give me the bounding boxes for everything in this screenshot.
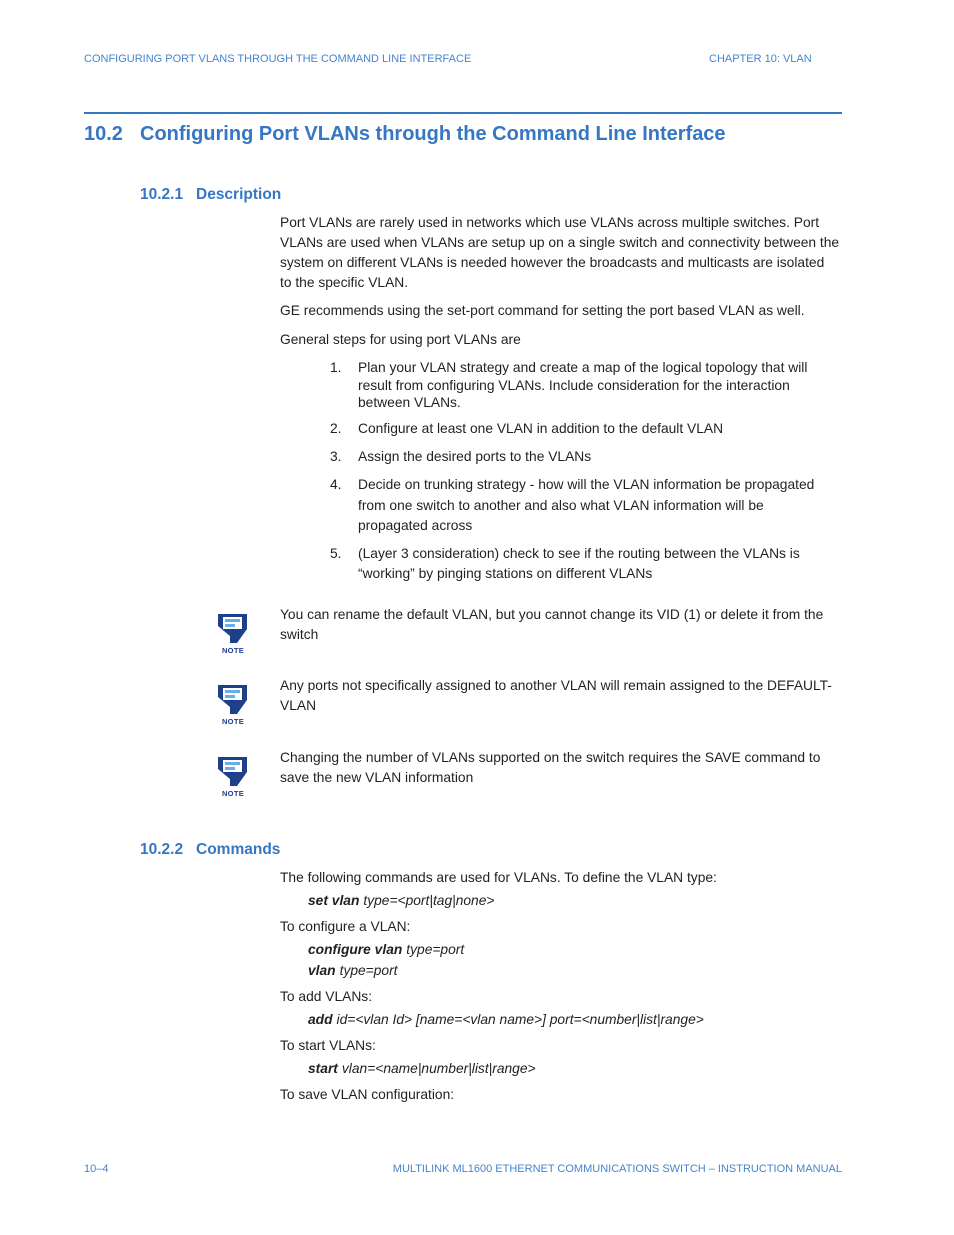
command-set-vlan xyxy=(308,891,494,911)
step-text: Configure at least one VLAN in addition to the default VLAN xyxy=(358,421,724,436)
note-label: NOTE xyxy=(221,789,245,798)
start-label: To start VLANs: xyxy=(280,1038,376,1053)
command-args: id=<vlan Id> [name=<vlan name>] port=<number|list|range> xyxy=(336,1012,704,1027)
commands-number: 10.2.2 xyxy=(140,841,184,858)
description-paragraph: General steps for using port VLANs are xyxy=(280,332,521,347)
command-add xyxy=(308,1010,704,1030)
description-number: 10.2.1 xyxy=(140,186,184,203)
save-label: To save VLAN configuration: xyxy=(280,1087,455,1102)
note-label: NOTE xyxy=(221,717,245,726)
note-text: Any ports not specifically assigned to another VLAN will remain assigned to the DEFAULT- VLAN xyxy=(280,678,832,713)
note-text: You can rename the default VLAN, but you cannot change its VID (1) or delete it from the switch xyxy=(280,607,824,642)
command-args: type=port xyxy=(406,942,465,957)
step-number: 5. xyxy=(330,546,342,561)
step-text: Plan your VLAN strategy and create a map of the logical topology that will result from configuring VLANs. Include consideration for the interaction between VLANs. xyxy=(358,360,808,410)
commands-title: Commands xyxy=(196,841,281,858)
command-keyword: add xyxy=(308,1012,333,1027)
note-icon xyxy=(216,755,250,787)
command-vlan xyxy=(308,961,398,981)
note-block xyxy=(216,676,842,736)
manual-title: MULTILINK ML1600 ETHERNET COMMUNICATIONS SWITCH – INSTRUCTION MANUAL xyxy=(392,1163,842,1175)
note-label: NOTE xyxy=(221,646,245,655)
command-keyword: configure vlan xyxy=(308,942,403,957)
description-paragraph: GE recommends using the set-port command for setting the port based VLAN as well. xyxy=(280,303,805,318)
running-header-section: CONFIGURING PORT VLANS THROUGH THE COMMAND LINE INTERFACE xyxy=(84,53,472,65)
command-args: vlan=<name|number|list|range> xyxy=(341,1061,536,1076)
command-keyword: set vlan xyxy=(308,893,360,908)
note-block xyxy=(216,748,842,808)
commands-intro: The following commands are used for VLANs. To define the VLAN type: xyxy=(280,870,717,885)
section-number: 10.2 xyxy=(84,123,123,145)
note-icon xyxy=(216,683,250,715)
add-label: To add VLANs: xyxy=(280,989,373,1004)
step-text: (Layer 3 consideration) check to see if the routing between the VLANs is “working” by pinging stations on different VLANs xyxy=(358,546,800,581)
command-keyword: vlan xyxy=(308,963,336,978)
step-number: 1. xyxy=(330,360,342,375)
step-text: Assign the desired ports to the VLANs xyxy=(358,449,592,464)
note-text: Changing the number of VLANs supported on the switch requires the SAVE command to save the new VLAN information xyxy=(280,750,821,785)
running-header-chapter: CHAPTER 10: VLAN xyxy=(709,53,812,65)
step-text: Decide on trunking strategy - how will the VLAN information be propagated from one switch to another and also what VLAN information will be propagated across xyxy=(358,477,815,533)
step-number: 4. xyxy=(330,477,342,492)
command-configure-vlan xyxy=(308,940,464,960)
command-args: type=port xyxy=(339,963,398,978)
configure-label: To configure a VLAN: xyxy=(280,919,411,934)
command-start xyxy=(308,1059,536,1079)
description-title: Description xyxy=(196,186,282,203)
step-number: 3. xyxy=(330,449,342,464)
command-keyword: start xyxy=(308,1061,338,1076)
step-number: 2. xyxy=(330,421,342,436)
note-block xyxy=(216,605,842,665)
description-paragraph: Port VLANs are rarely used in networks which use VLANs across multiple switches. Port VLANs are used when VLANs are setup up on a single switch and connectivity between the system on different VLANs is needed however the broadcasts and multicasts are isolated to the specific VLAN. xyxy=(280,215,840,290)
section-title: Configuring Port VLANs through the Command Line Interface xyxy=(140,123,726,145)
page-number: 10–4 xyxy=(84,1163,109,1175)
header-rule xyxy=(84,112,842,114)
command-args: type=<port|tag|none> xyxy=(363,893,495,908)
note-icon xyxy=(216,612,250,644)
